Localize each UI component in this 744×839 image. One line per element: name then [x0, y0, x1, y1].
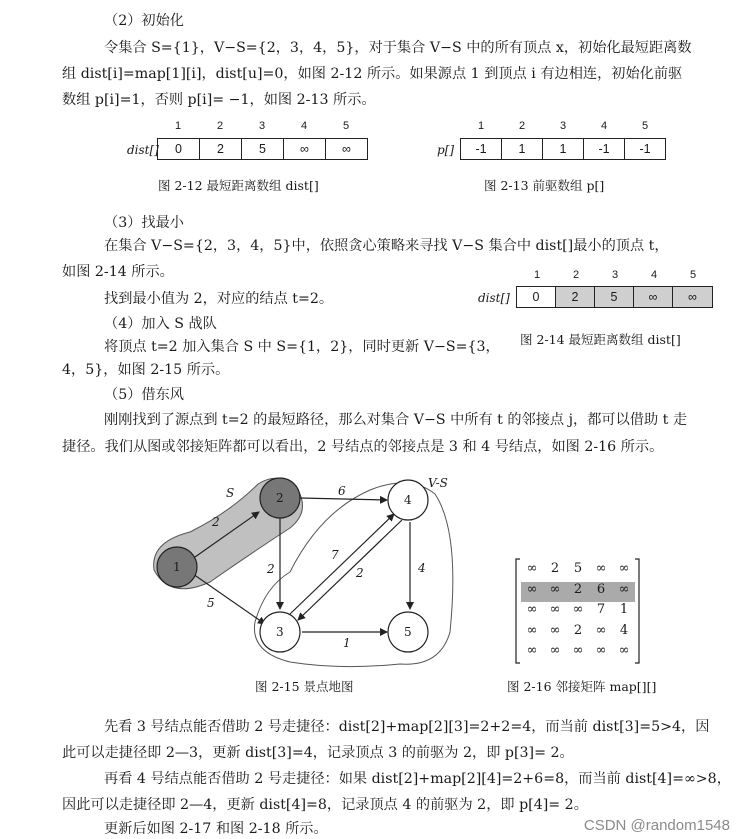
array-index: 2	[518, 120, 526, 132]
edge-weight-1-3: 5	[207, 596, 215, 610]
edge-weight-2-4: 6	[338, 484, 346, 498]
figure-caption: 图 2-13 前驱数组 p[]	[484, 178, 605, 193]
find-min-line-1: 在集合 V−S={2，3，4，5}中，依照贪心策略来寻找 V−S 集合中 dist[]最小的顶点 t，	[104, 238, 669, 254]
matrix-cell: 2	[573, 581, 583, 597]
array-cell: 2	[199, 138, 242, 160]
array-index: 2	[216, 120, 224, 132]
array-cell: 1	[542, 138, 584, 160]
array-index: 3	[258, 120, 266, 132]
after-line-3: 再看 4 号结点能否借助 2 号走捷径：如果 dist[2]+map[2][4]=2+6=8，而当前 dist[4]=∞>8，	[104, 771, 731, 787]
join-line-2: 4，5}，如图 2-15 所示。	[62, 362, 230, 378]
array-cell: ∞	[325, 138, 368, 160]
array-cell: 0	[157, 138, 200, 160]
relax-line-2: 捷径。我们从图或邻接矩阵都可以看出，2 号结点的邻接点是 3 和 4 号结点，如图 2-16 所示。	[62, 439, 664, 455]
figure-caption: 图 2-15 景点地图	[255, 679, 354, 694]
edge-weight-2-3: 2	[267, 562, 275, 576]
matrix-cell: ∞	[618, 643, 630, 658]
node-label-3: 3	[276, 625, 284, 639]
array-cell: -1	[460, 138, 502, 160]
set-vs-label: V-S	[428, 476, 448, 490]
array-cell-shaded: 5	[594, 286, 634, 308]
array-cell: 1	[501, 138, 543, 160]
node-label-4: 4	[404, 493, 412, 507]
edge-1-3	[193, 574, 265, 624]
init-line-2: 组 dist[i]=map[1][i]，dist[u]=0，如图 2-12 所示。如果源点 1 到顶点 i 有边相连，初始化前驱	[62, 66, 683, 82]
array-index: 5	[342, 120, 350, 132]
array-index: 1	[174, 120, 182, 132]
find-min-line-3: 找到最小值为 2，对应的结点 t=2。	[104, 291, 334, 307]
heading-find-min: （3）找最小	[104, 215, 184, 231]
array-label: dist[]	[127, 143, 159, 157]
after-line-1: 先看 3 号结点能否借助 2 号走捷径：dist[2]+map[2][3]=2+2=4，而当前 dist[3]=5>4，因	[104, 719, 710, 735]
matrix-cell: ∞	[572, 643, 584, 658]
array-index: 3	[611, 269, 619, 281]
heading-relax: （5）借东风	[104, 387, 184, 403]
array-cell-shaded: ∞	[672, 286, 713, 308]
matrix-cell: 2	[573, 622, 583, 638]
matrix-cell: ∞	[595, 643, 607, 658]
array-cell: ∞	[283, 138, 326, 160]
array-index: 5	[641, 120, 649, 132]
relax-line-1: 刚刚找到了源点到 t=2 的最短路径，那么对集合 V−S 中所有 t 的邻接点 j，都可以借助 t 走	[104, 412, 688, 428]
matrix-cell: ∞	[618, 561, 630, 576]
figure-caption: 图 2-14 最短距离数组 dist[]	[520, 332, 681, 347]
matrix-cell: 4	[619, 622, 629, 638]
array-index: 4	[300, 120, 308, 132]
array-index: 2	[572, 269, 580, 281]
node-label-1: 1	[173, 560, 181, 574]
array-index: 4	[650, 269, 658, 281]
array-cell-shaded: 2	[555, 286, 595, 308]
matrix-cell: ∞	[526, 581, 538, 597]
array-index: 3	[559, 120, 567, 132]
array-cell: 5	[241, 138, 284, 160]
matrix-cell: ∞	[526, 643, 538, 658]
figure-caption: 图 2-16 邻接矩阵 map[][]	[507, 679, 657, 694]
matrix-cell: ∞	[526, 622, 538, 638]
matrix-cell: 2	[550, 561, 560, 576]
init-line-3: 数组 p[i]=1，否则 p[i]= −1，如图 2-13 所示。	[62, 92, 376, 108]
edge-weight-4-5: 4	[418, 561, 426, 575]
edge-weight-4-3: 2	[356, 566, 364, 580]
array-index: 5	[689, 269, 697, 281]
edge-weight-3-4: 7	[331, 548, 339, 562]
figure-caption: 图 2-12 最短距离数组 dist[]	[158, 178, 319, 193]
array-index: 1	[477, 120, 485, 132]
edge-weight-3-5: 1	[343, 636, 351, 650]
after-line-4: 因此可以走捷径即 2—4，更新 dist[4]=8，记录顶点 4 的前驱为 2，即 p[4]= 2。	[62, 797, 588, 813]
edge-2-4	[300, 498, 387, 500]
matrix-cell: ∞	[595, 622, 607, 638]
array-cell-shaded: ∞	[633, 286, 673, 308]
array-index: 1	[533, 269, 541, 281]
matrix-cell: ∞	[618, 581, 630, 597]
after-line-5: 更新后如图 2-17 和图 2-18 所示。	[104, 821, 328, 837]
array-label: p[]	[437, 143, 455, 157]
array-cell: 0	[516, 286, 556, 308]
node-label-2: 2	[276, 491, 284, 505]
join-line-1: 将顶点 t=2 加入集合 S 中 S={1，2}，同时更新 V−S={3，	[104, 339, 500, 355]
edge-weight-1-2: 2	[212, 515, 220, 529]
find-min-line-2: 如图 2-14 所示。	[62, 264, 174, 280]
matrix-cell: ∞	[595, 561, 607, 576]
matrix-cell: 6	[596, 581, 606, 597]
watermark: CSDN @random1548	[583, 817, 730, 834]
array-cell: -1	[624, 138, 666, 160]
matrix-cell: ∞	[549, 622, 561, 638]
matrix-cell: 7	[596, 602, 606, 617]
after-line-2: 此可以走捷径即 2—3，更新 dist[3]=4，记录顶点 3 的前驱为 2，即 p[3]= 2。	[62, 745, 574, 761]
matrix-cell: ∞	[526, 561, 538, 576]
array-cell: -1	[583, 138, 625, 160]
array-label: dist[]	[478, 291, 510, 305]
array-index: 4	[600, 120, 608, 132]
init-line-1: 令集合 S={1}，V−S={2，3，4，5}，对于集合 V−S 中的所有顶点 x，初始化最短距离数	[104, 40, 692, 56]
matrix-cell: ∞	[549, 602, 561, 617]
node-label-5: 5	[404, 625, 412, 639]
set-s-label: S	[226, 486, 235, 500]
matrix-cell: ∞	[549, 581, 561, 597]
matrix-cell: ∞	[526, 602, 538, 617]
edge-3-4	[290, 514, 394, 614]
matrix-cell: 5	[573, 561, 583, 576]
matrix-cell: ∞	[549, 643, 561, 658]
heading-join: （4）加入 S 战队	[104, 316, 217, 332]
matrix-cell: 1	[619, 602, 629, 617]
matrix-cell: ∞	[572, 602, 584, 617]
heading-init: （2）初始化	[104, 13, 184, 29]
